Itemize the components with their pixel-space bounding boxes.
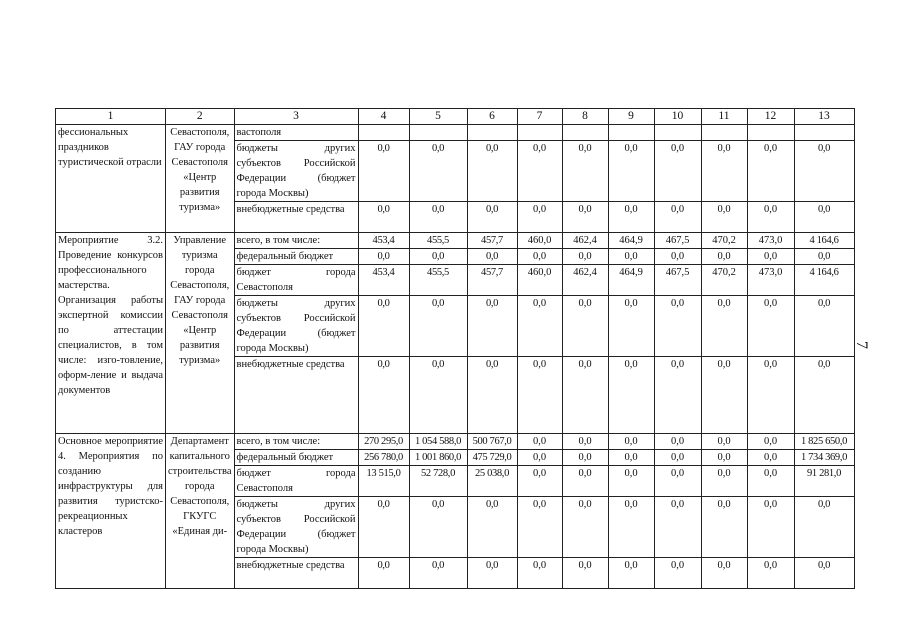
value-cell: 270 295,0 bbox=[358, 434, 409, 450]
value-cell: 1 001 860,0 bbox=[409, 450, 467, 466]
value-cell: 0,0 bbox=[608, 558, 654, 589]
value-cell: 0,0 bbox=[747, 497, 794, 558]
value-cell: 0,0 bbox=[747, 296, 794, 357]
header-cell: 12 bbox=[747, 109, 794, 125]
value-cell: 0,0 bbox=[409, 249, 467, 265]
executor-cell: Управление туризма города Севастополя, ГАУ города Севастополя «Центр развития туризма» bbox=[166, 233, 235, 434]
funding-source-cell: бюджеты других субъектов Российской Федерации (бюджет города Москвы) bbox=[234, 497, 358, 558]
funding-source-cell: федеральный бюджет bbox=[234, 450, 358, 466]
header-cell: 6 bbox=[467, 109, 517, 125]
value-cell: 1 054 588,0 bbox=[409, 434, 467, 450]
value-cell: 464,9 bbox=[608, 265, 654, 296]
value-cell: 91 281,0 bbox=[794, 466, 854, 497]
value-cell: 0,0 bbox=[467, 296, 517, 357]
value-cell: 0,0 bbox=[701, 249, 747, 265]
funding-source-cell: федеральный бюджет bbox=[234, 249, 358, 265]
value-cell: 4 164,6 bbox=[794, 233, 854, 249]
value-cell: 0,0 bbox=[517, 357, 562, 434]
value-cell: 0,0 bbox=[467, 357, 517, 434]
value-cell: 0,0 bbox=[654, 202, 701, 233]
value-cell: 0,0 bbox=[517, 450, 562, 466]
value-cell: 0,0 bbox=[467, 141, 517, 202]
value-cell: 0,0 bbox=[701, 296, 747, 357]
value-cell: 0,0 bbox=[794, 141, 854, 202]
value-cell: 1 825 650,0 bbox=[794, 434, 854, 450]
value-cell: 0,0 bbox=[358, 558, 409, 589]
value-cell: 4 164,6 bbox=[794, 265, 854, 296]
value-cell: 0,0 bbox=[654, 249, 701, 265]
funding-source-cell: всего, в том числе: bbox=[234, 233, 358, 249]
value-cell: 0,0 bbox=[467, 497, 517, 558]
value-cell: 0,0 bbox=[409, 497, 467, 558]
header-cell: 2 bbox=[166, 109, 235, 125]
value-cell: 0,0 bbox=[467, 249, 517, 265]
funding-source-cell: бюджет города Севастополя bbox=[234, 265, 358, 296]
funding-source-cell: всего, в том числе: bbox=[234, 434, 358, 450]
value-cell: 0,0 bbox=[562, 357, 608, 434]
header-cell: 9 bbox=[608, 109, 654, 125]
value-cell: 0,0 bbox=[747, 434, 794, 450]
value-cell: 0,0 bbox=[794, 357, 854, 434]
value-cell: 0,0 bbox=[409, 357, 467, 434]
value-cell: 470,2 bbox=[701, 233, 747, 249]
value-cell: 0,0 bbox=[517, 558, 562, 589]
value-cell: 462,4 bbox=[562, 265, 608, 296]
value-cell bbox=[517, 125, 562, 141]
value-cell: 455,5 bbox=[409, 265, 467, 296]
value-cell: 0,0 bbox=[358, 202, 409, 233]
value-cell: 0,0 bbox=[562, 141, 608, 202]
value-cell: 0,0 bbox=[654, 466, 701, 497]
header-cell: 10 bbox=[654, 109, 701, 125]
value-cell: 0,0 bbox=[654, 141, 701, 202]
value-cell: 457,7 bbox=[467, 265, 517, 296]
value-cell: 0,0 bbox=[608, 202, 654, 233]
value-cell: 0,0 bbox=[794, 497, 854, 558]
funding-source-cell: внебюджетные средства bbox=[234, 202, 358, 233]
value-cell: 0,0 bbox=[701, 141, 747, 202]
value-cell bbox=[358, 125, 409, 141]
value-cell: 0,0 bbox=[358, 141, 409, 202]
table-body bbox=[56, 125, 855, 589]
funding-source-cell: бюджеты других субъектов Российской Федерации (бюджет города Москвы) bbox=[234, 296, 358, 357]
value-cell bbox=[794, 125, 854, 141]
value-cell: 0,0 bbox=[562, 202, 608, 233]
value-cell: 0,0 bbox=[517, 466, 562, 497]
executor-cell: Департамент капитального строительства города Севастополя, ГКУГС «Единая ди- bbox=[166, 434, 235, 589]
value-cell: 0,0 bbox=[701, 202, 747, 233]
value-cell: 0,0 bbox=[747, 249, 794, 265]
value-cell: 0,0 bbox=[794, 296, 854, 357]
value-cell: 500 767,0 bbox=[467, 434, 517, 450]
value-cell: 0,0 bbox=[701, 450, 747, 466]
value-cell: 0,0 bbox=[562, 558, 608, 589]
value-cell: 0,0 bbox=[467, 558, 517, 589]
activity-name-cell: фессиональных праздников туристической отрасли bbox=[56, 125, 166, 233]
value-cell: 0,0 bbox=[654, 450, 701, 466]
value-cell: 0,0 bbox=[562, 466, 608, 497]
value-cell: 0,0 bbox=[562, 434, 608, 450]
value-cell: 25 038,0 bbox=[467, 466, 517, 497]
value-cell: 0,0 bbox=[747, 558, 794, 589]
value-cell: 0,0 bbox=[654, 434, 701, 450]
value-cell: 1 734 369,0 bbox=[794, 450, 854, 466]
value-cell: 0,0 bbox=[517, 202, 562, 233]
value-cell: 475 729,0 bbox=[467, 450, 517, 466]
value-cell: 0,0 bbox=[701, 434, 747, 450]
header-cell: 4 bbox=[358, 109, 409, 125]
header-cell: 13 bbox=[794, 109, 854, 125]
value-cell: 0,0 bbox=[409, 558, 467, 589]
value-cell: 0,0 bbox=[517, 249, 562, 265]
value-cell: 0,0 bbox=[562, 497, 608, 558]
value-cell bbox=[608, 125, 654, 141]
value-cell: 0,0 bbox=[358, 357, 409, 434]
table-row bbox=[56, 125, 855, 141]
value-cell: 0,0 bbox=[562, 249, 608, 265]
value-cell: 0,0 bbox=[517, 141, 562, 202]
value-cell: 0,0 bbox=[747, 141, 794, 202]
value-cell: 0,0 bbox=[794, 558, 854, 589]
value-cell: 467,5 bbox=[654, 265, 701, 296]
value-cell: 0,0 bbox=[608, 296, 654, 357]
value-cell: 0,0 bbox=[409, 296, 467, 357]
funding-source-cell: бюджет города Севастополя bbox=[234, 466, 358, 497]
header-cell: 7 bbox=[517, 109, 562, 125]
funding-source-cell: внебюджетные средства bbox=[234, 558, 358, 589]
funding-source-cell: внебюджетные средства bbox=[234, 357, 358, 434]
value-cell: 0,0 bbox=[701, 497, 747, 558]
value-cell: 0,0 bbox=[358, 249, 409, 265]
value-cell: 0,0 bbox=[608, 450, 654, 466]
value-cell: 0,0 bbox=[654, 296, 701, 357]
value-cell: 0,0 bbox=[517, 296, 562, 357]
header-cell: 8 bbox=[562, 109, 608, 125]
funding-source-cell: вастополя bbox=[234, 125, 358, 141]
budget-table bbox=[55, 108, 855, 589]
value-cell: 470,2 bbox=[701, 265, 747, 296]
value-cell: 0,0 bbox=[608, 466, 654, 497]
table-row bbox=[56, 434, 855, 450]
value-cell: 0,0 bbox=[794, 249, 854, 265]
value-cell: 0,0 bbox=[562, 296, 608, 357]
value-cell: 256 780,0 bbox=[358, 450, 409, 466]
value-cell bbox=[467, 125, 517, 141]
value-cell: 455,5 bbox=[409, 233, 467, 249]
value-cell: 457,7 bbox=[467, 233, 517, 249]
header-cell: 11 bbox=[701, 109, 747, 125]
value-cell: 473,0 bbox=[747, 233, 794, 249]
value-cell: 0,0 bbox=[517, 497, 562, 558]
value-cell: 0,0 bbox=[701, 466, 747, 497]
value-cell: 0,0 bbox=[358, 497, 409, 558]
header-cell: 1 bbox=[56, 109, 166, 125]
value-cell: 0,0 bbox=[654, 497, 701, 558]
value-cell bbox=[562, 125, 608, 141]
value-cell: 0,0 bbox=[608, 434, 654, 450]
value-cell: 0,0 bbox=[608, 497, 654, 558]
value-cell: 0,0 bbox=[747, 202, 794, 233]
page-number: 7 bbox=[853, 341, 870, 349]
table-row bbox=[56, 233, 855, 249]
table-header-row bbox=[56, 109, 855, 125]
value-cell: 0,0 bbox=[608, 357, 654, 434]
value-cell bbox=[747, 125, 794, 141]
funding-source-cell: бюджеты других субъектов Российской Федерации (бюджет города Москвы) bbox=[234, 141, 358, 202]
activity-name-cell: Основное мероприятие 4. Мероприятия по созданию инфраструктуры для развития туристско-рекреационных кластеров bbox=[56, 434, 166, 589]
value-cell bbox=[409, 125, 467, 141]
value-cell: 0,0 bbox=[701, 357, 747, 434]
value-cell bbox=[654, 125, 701, 141]
value-cell: 0,0 bbox=[608, 249, 654, 265]
value-cell: 462,4 bbox=[562, 233, 608, 249]
value-cell bbox=[701, 125, 747, 141]
value-cell: 0,0 bbox=[747, 450, 794, 466]
value-cell: 460,0 bbox=[517, 265, 562, 296]
value-cell: 52 728,0 bbox=[409, 466, 467, 497]
executor-cell: Севастополя, ГАУ города Севастополя «Центр развития туризма» bbox=[166, 125, 235, 233]
value-cell: 473,0 bbox=[747, 265, 794, 296]
value-cell: 0,0 bbox=[517, 434, 562, 450]
value-cell: 460,0 bbox=[517, 233, 562, 249]
value-cell: 0,0 bbox=[701, 558, 747, 589]
value-cell: 0,0 bbox=[794, 202, 854, 233]
header-cell: 5 bbox=[409, 109, 467, 125]
value-cell: 453,4 bbox=[358, 265, 409, 296]
value-cell: 13 515,0 bbox=[358, 466, 409, 497]
value-cell: 0,0 bbox=[654, 558, 701, 589]
header-cell: 3 bbox=[234, 109, 358, 125]
value-cell: 0,0 bbox=[409, 141, 467, 202]
value-cell: 0,0 bbox=[747, 466, 794, 497]
value-cell: 0,0 bbox=[562, 450, 608, 466]
value-cell: 453,4 bbox=[358, 233, 409, 249]
value-cell: 0,0 bbox=[608, 141, 654, 202]
value-cell: 0,0 bbox=[358, 296, 409, 357]
value-cell: 0,0 bbox=[467, 202, 517, 233]
value-cell: 0,0 bbox=[747, 357, 794, 434]
value-cell: 464,9 bbox=[608, 233, 654, 249]
value-cell: 0,0 bbox=[409, 202, 467, 233]
value-cell: 0,0 bbox=[654, 357, 701, 434]
value-cell: 467,5 bbox=[654, 233, 701, 249]
activity-name-cell: Мероприятие 3.2. Проведение конкурсов профессионального мастерства. Организация работы экспертной комиссии по аттестации специалистов, в том числе: изго-товление, оформ-ление и выдача документов bbox=[56, 233, 166, 434]
